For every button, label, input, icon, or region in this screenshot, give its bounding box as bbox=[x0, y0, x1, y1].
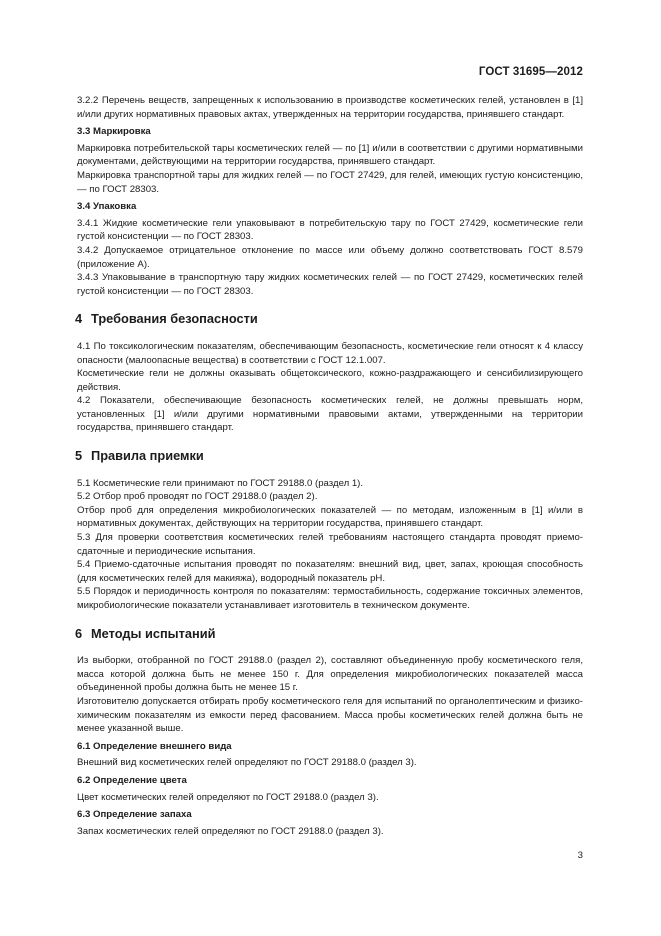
subsection-heading-3-4: 3.4 Упаковка bbox=[77, 201, 137, 213]
paragraph-5-1: 5.1 Косметические гели принимают по ГОСТ 29188.0 (раздел 1). bbox=[77, 477, 364, 489]
subsection-heading-6-1: 6.1 Определение внешнего вида bbox=[77, 740, 232, 752]
paragraph-3-4-1: 3.4.1 Жидкие косметические гели упаковывают в потребительскую тару по ГОСТ 27429, косметические гели густой консистенции — по ГОСТ 28303. bbox=[77, 217, 583, 243]
paragraph-4-1: 4.1 По токсикологическим показателям, обеспечивающим безопасность, косметические гели относят к 4 классу опасности (малоопасные вещества) в соответствии с ГОСТ 12.1.007. bbox=[77, 340, 583, 366]
document-id: ГОСТ 31695—2012 bbox=[478, 66, 583, 78]
page-number: 3 bbox=[577, 850, 583, 861]
paragraph-3-2-2: 3.2.2 Перечень веществ, запрещенных к использованию в производстве косметических гелей, установлен в [1] и/или других нормативных правовых актах, утвержденных на территории государства, принявшего стандарт. bbox=[77, 95, 583, 120]
paragraph-3-4-2: 3.4.2 Допускаемое отрицательное отклонение по массе или объему должно соответствовать ГОСТ 8.579 (приложение А). bbox=[77, 244, 583, 270]
paragraph-6-1: Внешний вид косметических гелей определяют по ГОСТ 29188.0 (раздел 3). bbox=[77, 757, 417, 769]
section-number: 5 bbox=[75, 448, 83, 464]
section-heading-5 bbox=[75, 449, 583, 463]
paragraph-6-b: Изготовителю допускается отбирать пробу косметического геля для испытаний по органолептическим и физико-химическим показателям из емкости перед фасованием. Масса пробы косметических гелей должна быть не менее указанной выше. bbox=[77, 695, 583, 735]
paragraph-3-4-3: 3.4.3 Упаковывание в транспортную тару жидких косметических гелей — по ГОСТ 27429, косметических гелей густой консистенции — по ГОСТ 28303. bbox=[77, 272, 583, 297]
paragraph-4-1-b: Косметические гели не должны оказывать общетоксического, кожно-раздражающего и сенсибилизирующего действия. bbox=[77, 368, 583, 393]
paragraph-6-3: Запах косметических гелей определяют по ГОСТ 29188.0 (раздел 3). bbox=[77, 825, 384, 837]
section-heading-6 bbox=[75, 627, 583, 641]
paragraph-4-2: 4.2 Показатели, обеспечивающие безопасность косметических гелей, не должны превышать норм, установленных [1] и/или другими нормативными правовыми актами, утвержденными на территории государства, принявшего стандарт. bbox=[77, 395, 583, 434]
paragraph-3-3-a: Маркировка потребительской тары косметических гелей — по [1] и/или в соответствии с другими нормативными документами, действующими на территории государства, принявшего стандарт. bbox=[77, 142, 583, 168]
section-number: 4 bbox=[75, 311, 83, 327]
paragraph-3-3-b: Маркировка транспортной тары для жидких гелей — по ГОСТ 27429, для гелей, имеющих густую консистенцию, — по ГОСТ 28303. bbox=[77, 169, 583, 195]
section-title: Требования безопасности bbox=[91, 311, 258, 327]
paragraph-5-5: 5.5 Порядок и периодичность контроля по показателям: термостабильность, содержание токсичных элементов, микробиологические показатели устанавливает изготовитель в техническом документе. bbox=[77, 586, 583, 611]
subsection-heading-6-3: 6.3 Определение запаха bbox=[77, 809, 192, 821]
paragraph-5-3: 5.3 Для проверки соответствия косметических гелей требованиям настоящего стандарта проводят приемо-сдаточные и периодические испытания. bbox=[77, 532, 583, 557]
paragraph-5-4: 5.4 Приемо-сдаточные испытания проводят по показателям: внешний вид, цвет, запах, кроющая способность (для косметических гелей для макияжа), водородный показатель pH. bbox=[77, 559, 583, 584]
section-title: Методы испытаний bbox=[91, 625, 216, 641]
paragraph-5-2-b: Отбор проб для определения микробиологических показателей — по методам, изложенным в [1] и/или в нормативных документах, действующих на территории государства, принявшего стандарт. bbox=[77, 504, 583, 530]
subsection-heading-6-2: 6.2 Определение цвета bbox=[77, 774, 187, 786]
paragraph-6-2: Цвет косметических гелей определяют по ГОСТ 29188.0 (раздел 3). bbox=[77, 791, 379, 803]
page-content bbox=[77, 94, 583, 838]
subsection-heading-3-3: 3.3 Маркировка bbox=[77, 126, 151, 138]
paragraph-6-a: Из выборки, отобранной по ГОСТ 29188.0 (раздел 2), составляют объединенную пробу косметического геля, масса которой должна быть не менее 150 г. Для определения микробиологических показателей масса объединенной пробы должна быть не менее 15 г. bbox=[77, 655, 583, 694]
paragraph-5-2: 5.2 Отбор проб проводят по ГОСТ 29188.0 (раздел 2). bbox=[77, 491, 318, 503]
section-title: Правила приемки bbox=[91, 448, 204, 464]
section-heading-4 bbox=[75, 312, 583, 326]
section-number: 6 bbox=[75, 625, 83, 641]
